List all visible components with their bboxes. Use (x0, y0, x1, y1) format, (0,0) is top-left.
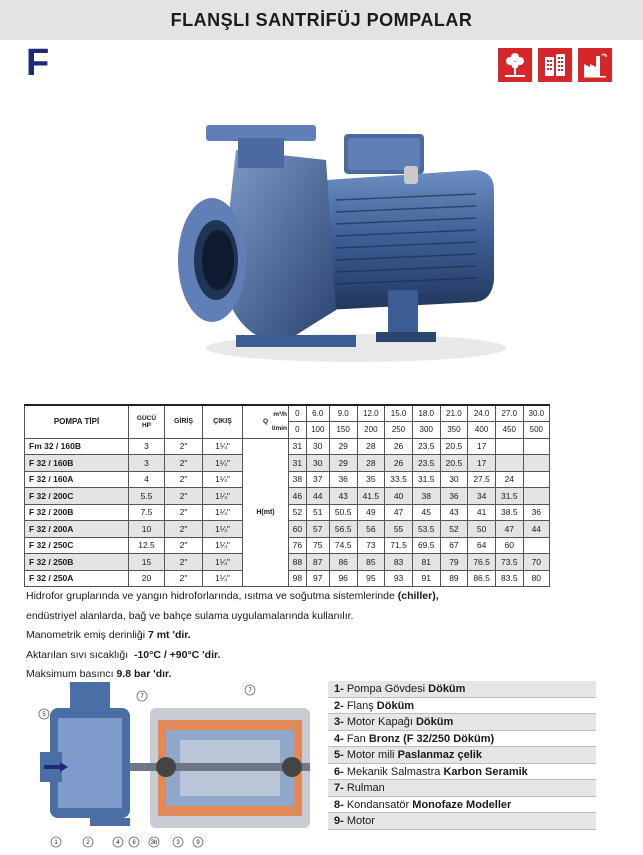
desc-line-1 (26, 587, 626, 607)
row-head-value: 29 (329, 455, 357, 472)
row-head-value: 50 (468, 521, 496, 538)
part-number: 4- (334, 732, 344, 745)
flow-lmin-header: 0 (289, 422, 307, 439)
part-name: Rulman (343, 782, 385, 794)
flow-lmin-header: 100 (306, 422, 329, 439)
row-outlet: 1¼" (203, 521, 243, 538)
part-number: 8- (334, 798, 344, 811)
row-head-value: 55 (385, 521, 413, 538)
cutaway-label-4: 4 (116, 840, 120, 846)
performance-table-body (25, 405, 550, 587)
row-head-value: 71.5 (385, 537, 413, 554)
row-head-value: 28 (357, 455, 385, 472)
part-item (328, 714, 596, 731)
row-head-value: 64 (468, 537, 496, 554)
row-head-value: 35 (357, 471, 385, 488)
row-inlet: 2" (165, 471, 203, 488)
cutaway-label-5: 5 (42, 712, 46, 718)
row-hp: 3 (129, 455, 165, 472)
row-head-value: 67 (440, 537, 468, 554)
row-head-value: 51 (306, 504, 329, 521)
row-head-value (495, 438, 523, 455)
row-head-value: 20.5 (440, 455, 468, 472)
h-unit-label: H(mt) (243, 438, 289, 587)
row-head-value: 83.5 (495, 570, 523, 587)
row-head-value: 46 (289, 488, 307, 505)
row-head-value: 81 (412, 554, 440, 571)
cutaway-label-9: 9 (196, 840, 200, 846)
desc-line-2: endüstriyel alanlarda, bağ ve bahçe sulama uygulamalarında kullanılır. (26, 609, 354, 622)
row-head-value: 26 (385, 455, 413, 472)
part-name: Flanş (343, 699, 377, 712)
row-head-value: 23.5 (412, 455, 440, 472)
performance-table (24, 404, 550, 587)
part-item (328, 731, 596, 748)
row-head-value: 23.5 (412, 438, 440, 455)
row-head-value: 56 (357, 521, 385, 538)
part-number: 7- (334, 782, 344, 794)
row-hp: 5.5 (129, 488, 165, 505)
part-material: Karbon Seramik (443, 765, 528, 778)
row-head-value: 91 (412, 570, 440, 587)
row-head-value: 83 (385, 554, 413, 571)
pump-illustration (176, 110, 506, 380)
row-head-value: 38 (289, 471, 307, 488)
row-head-value: 30 (306, 438, 329, 455)
row-outlet: 1¼" (203, 554, 243, 571)
part-name: Motor Kapağı (343, 716, 416, 728)
row-model: F 32 / 250B (25, 554, 129, 571)
row-head-value: 60 (289, 521, 307, 538)
row-outlet: 1¼" (203, 471, 243, 488)
row-outlet: 1¼" (203, 504, 243, 521)
row-head-value: 74.5 (329, 537, 357, 554)
col-header-q (243, 405, 289, 438)
part-material: Döküm (428, 683, 466, 695)
flow-lmin-header: 450 (495, 422, 523, 439)
row-head-value: 20.5 (440, 438, 468, 455)
row-inlet: 2" (165, 504, 203, 521)
flow-lmin-header: 350 (440, 422, 468, 439)
row-model: F 32 / 250A (25, 570, 129, 587)
row-head-value: 97 (306, 570, 329, 587)
row-inlet: 2" (165, 537, 203, 554)
row-head-value: 36 (523, 504, 549, 521)
row-head-value: 50.5 (329, 504, 357, 521)
row-head-value: 98 (289, 570, 307, 587)
row-head-value: 87 (306, 554, 329, 571)
row-hp: 7.5 (129, 504, 165, 521)
desc-line-5-text: Maksimum basıncı (26, 668, 117, 680)
flow-lmin-header: 300 (412, 422, 440, 439)
row-head-value: 43 (440, 504, 468, 521)
col-header-outlet: ÇIKIŞ (203, 405, 243, 438)
row-head-value: 45 (412, 504, 440, 521)
row-head-value: 69.5 (412, 537, 440, 554)
row-inlet: 2" (165, 570, 203, 587)
row-head-value: 52 (440, 521, 468, 538)
row-head-value: 76.5 (468, 554, 496, 571)
desc-line-3-text: Manometrik emiş derinliği (26, 629, 148, 641)
row-head-value: 86.5 (468, 570, 496, 587)
part-item (328, 681, 596, 698)
row-head-value (523, 455, 549, 472)
cutaway-label-3b: 3b (150, 840, 158, 846)
cutaway-diagram (30, 678, 320, 850)
desc-line-4-bold: -10°C / +90°C 'dir. (133, 648, 221, 661)
part-item (328, 813, 596, 830)
row-model: F 32 / 160B (25, 455, 129, 472)
table-row (25, 438, 550, 455)
part-material: Monofaze Modeller (412, 798, 512, 811)
part-name: Fan (343, 732, 369, 745)
row-head-value: 31.5 (412, 471, 440, 488)
row-head-value: 44 (306, 488, 329, 505)
row-model: F 32 / 250C (25, 537, 129, 554)
row-head-value (523, 537, 549, 554)
part-name: Motor (343, 815, 375, 827)
row-head-value: 96 (329, 570, 357, 587)
row-model: Fm 32 / 160B (25, 438, 129, 455)
flow-lmin-header: 400 (468, 422, 496, 439)
row-head-value: 30 (306, 455, 329, 472)
part-number: 6- (334, 765, 344, 778)
parts-list (328, 681, 596, 830)
cutaway-label-1: 1 (54, 840, 58, 846)
row-hp: 4 (129, 471, 165, 488)
description (26, 587, 626, 685)
row-head-value: 36 (329, 471, 357, 488)
part-name: Motor mili (343, 749, 398, 761)
row-inlet: 2" (165, 554, 203, 571)
part-number: 1- (334, 683, 344, 695)
flow-m3h-header: 18.0 (412, 405, 440, 422)
row-head-value: 76 (289, 537, 307, 554)
part-material: Döküm (376, 699, 415, 712)
row-head-value: 41.5 (357, 488, 385, 505)
col-header-model: POMPA TİPİ (25, 405, 129, 438)
flow-m3h-header: 24.0 (468, 405, 496, 422)
row-hp: 15 (129, 554, 165, 571)
row-head-value: 44 (523, 521, 549, 538)
row-outlet: 1¼" (203, 570, 243, 587)
row-outlet: 1¼" (203, 488, 243, 505)
cutaway-label-7b: 7 (248, 688, 252, 694)
row-head-value (523, 488, 549, 505)
desc-line-5-bold: 9.8 bar 'dır. (116, 668, 172, 680)
row-head-value: 75 (306, 537, 329, 554)
flow-lmin-header: 500 (523, 422, 549, 439)
factory-icon (578, 48, 612, 82)
col-header-power (129, 405, 165, 438)
row-head-value: 86 (329, 554, 357, 571)
row-head-value: 52 (289, 504, 307, 521)
part-material: Bronz (F 32/250 Döküm) (368, 732, 495, 745)
row-head-value: 27.5 (468, 471, 496, 488)
flow-lmin-header: 250 (385, 422, 413, 439)
desc-line-3 (26, 626, 626, 646)
row-head-value: 56.5 (329, 521, 357, 538)
part-number: 5- (334, 749, 344, 761)
row-head-value: 37 (306, 471, 329, 488)
row-hp: 20 (129, 570, 165, 587)
row-head-value: 93 (385, 570, 413, 587)
row-head-value: 47 (385, 504, 413, 521)
row-hp: 10 (129, 521, 165, 538)
application-icons (498, 48, 612, 82)
row-head-value: 85 (357, 554, 385, 571)
power-label: GÜCÜ (136, 414, 157, 422)
row-head-value (495, 455, 523, 472)
row-head-value: 33.5 (385, 471, 413, 488)
row-head-value: 43 (329, 488, 357, 505)
part-material: Paslanmaz çelik (397, 749, 482, 761)
row-head-value: 80 (523, 570, 549, 587)
part-number: 9- (334, 815, 344, 827)
row-head-value: 31 (289, 438, 307, 455)
row-head-value: 95 (357, 570, 385, 587)
desc-line-4-text: Aktarılan sıvı sıcaklığı (26, 648, 134, 661)
part-name: Kondansatör (343, 798, 413, 811)
row-head-value: 60 (495, 537, 523, 554)
flow-m3h-header: 9.0 (329, 405, 357, 422)
row-head-value: 40 (385, 488, 413, 505)
row-model: F 32 / 200A (25, 521, 129, 538)
part-material: Döküm (415, 716, 454, 728)
part-number: 2- (334, 699, 344, 712)
cutaway-label-3: 3 (176, 840, 180, 846)
title-bar (0, 0, 643, 40)
flow-m3h-header: 6.0 (306, 405, 329, 422)
row-head-value: 28 (357, 438, 385, 455)
desc-line-1-bold: (chiller), (397, 590, 439, 602)
part-name: Pompa Gövdesi (343, 683, 429, 695)
row-head-value (523, 438, 549, 455)
row-head-value: 70 (523, 554, 549, 571)
row-head-value: 79 (440, 554, 468, 571)
flow-m3h-header: 15.0 (385, 405, 413, 422)
col-header-inlet: GİRİŞ (165, 405, 203, 438)
flow-m3h-header: 12.0 (357, 405, 385, 422)
row-head-value: 38 (412, 488, 440, 505)
garden-tree-icon (498, 48, 532, 82)
q-label: Q (262, 418, 269, 426)
row-head-value: 30 (440, 471, 468, 488)
desc-line-1-text: Hidrofor gruplarında ve yangın hidroforlarında, ısıtma ve soğutma sistemlerinde (26, 590, 398, 602)
row-outlet: 1¼" (203, 537, 243, 554)
flow-m3h-header: 0 (289, 405, 307, 422)
row-head-value: 31.5 (495, 488, 523, 505)
cutaway-label-7: 7 (140, 694, 144, 700)
row-head-value: 26 (385, 438, 413, 455)
q-unit-top: m³/h (273, 411, 287, 419)
part-item (328, 764, 596, 781)
row-head-value: 17 (468, 438, 496, 455)
flow-lmin-header: 150 (329, 422, 357, 439)
part-name: Mekanik Salmastra (343, 765, 444, 778)
building-icon (538, 48, 572, 82)
part-number: 3- (334, 716, 344, 728)
row-model: F 32 / 200C (25, 488, 129, 505)
cutaway-label-2: 2 (86, 840, 90, 846)
part-item (328, 747, 596, 764)
row-head-value: 29 (329, 438, 357, 455)
row-model: F 32 / 200B (25, 504, 129, 521)
row-head-value: 38.5 (495, 504, 523, 521)
flow-m3h-header: 30.0 (523, 405, 549, 422)
row-head-value: 36 (440, 488, 468, 505)
part-item (328, 698, 596, 715)
part-item (328, 797, 596, 814)
row-head-value: 88 (289, 554, 307, 571)
row-head-value: 57 (306, 521, 329, 538)
flow-lmin-header: 200 (357, 422, 385, 439)
table-header-row (25, 405, 550, 422)
power-unit: HP (141, 421, 152, 429)
row-head-value: 31 (289, 455, 307, 472)
desc-line-3-bold: 7 mt 'dir. (147, 629, 191, 641)
row-head-value (523, 471, 549, 488)
page-title: FLANŞLI SANTRİFÜJ POMPALAR (170, 9, 473, 30)
row-head-value: 89 (440, 570, 468, 587)
row-inlet: 2" (165, 438, 203, 455)
desc-line-4 (26, 646, 626, 666)
q-unit-bottom: l/min (271, 425, 287, 433)
row-head-value: 73.5 (495, 554, 523, 571)
flow-m3h-header: 21.0 (440, 405, 468, 422)
cutaway-label-6: 6 (132, 840, 136, 846)
row-head-value: 49 (357, 504, 385, 521)
row-head-value: 24 (495, 471, 523, 488)
row-head-value: 41 (468, 504, 496, 521)
row-inlet: 2" (165, 521, 203, 538)
row-hp: 3 (129, 438, 165, 455)
row-outlet: 1¼" (203, 438, 243, 455)
part-item (328, 780, 596, 797)
series-letter: F (26, 42, 50, 84)
row-head-value: 53.5 (412, 521, 440, 538)
row-head-value: 34 (468, 488, 496, 505)
row-hp: 12.5 (129, 537, 165, 554)
row-outlet: 1¼" (203, 455, 243, 472)
row-inlet: 2" (165, 455, 203, 472)
row-inlet: 2" (165, 488, 203, 505)
row-head-value: 73 (357, 537, 385, 554)
row-model: F 32 / 160A (25, 471, 129, 488)
row-head-value: 47 (495, 521, 523, 538)
flow-m3h-header: 27.0 (495, 405, 523, 422)
row-head-value: 17 (468, 455, 496, 472)
